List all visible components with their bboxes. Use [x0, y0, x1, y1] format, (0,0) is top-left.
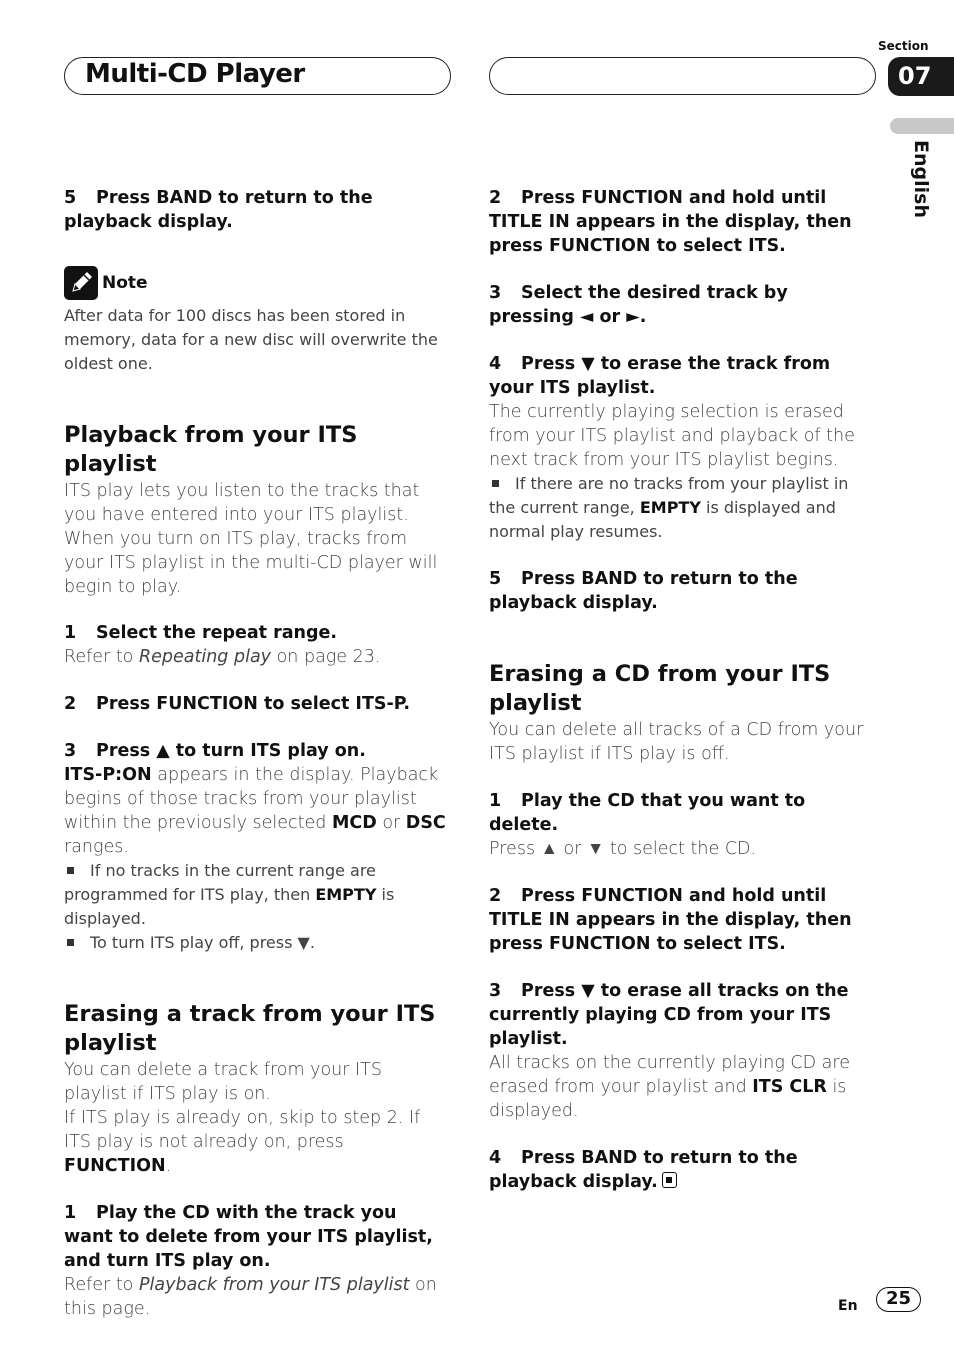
erase-cd-intro: You can delete all tracks of a CD from your ITS playlist if ITS play is off. — [489, 720, 864, 764]
header-title-frame — [64, 57, 451, 95]
step-heading: 1 Play the CD with the track you want to delete from your ITS playlist, and turn ITS play on. — [64, 1203, 433, 1271]
note-text: After data for 100 discs has been stored in memory, data for a new disc will overwrite the oldest one. — [64, 306, 438, 373]
step-body: Press ▲ or ▼ to select the CD. — [489, 839, 757, 859]
end-mark-icon — [662, 1172, 677, 1188]
cross-reference: Playback from your ITS playlist — [138, 1275, 410, 1295]
step-heading: 5 Press BAND to return to the playback display. — [64, 188, 373, 232]
bullet-square-icon — [67, 867, 74, 874]
section-label: Section — [878, 39, 929, 53]
bullet-item: To turn ITS play off, press ▼. — [64, 931, 448, 955]
step-heading: 1 Play the CD that you want to delete. — [489, 791, 806, 835]
step-body: ITS-P:ON appears in the display. Playback begins of those tracks from your playlist within the previously selected MCD or DSC ranges. — [64, 765, 446, 857]
language-tab — [890, 118, 954, 134]
bullet-item: If no tracks in the current range are programmed for ITS play, then EMPTY is displayed. — [64, 861, 395, 928]
erase-track-intro-2: If ITS play is already on, skip to step 2. If ITS play is not already on, press FUNCTION. — [64, 1108, 421, 1176]
step-body: Refer to Playback from your ITS playlist on this page. — [64, 1275, 437, 1319]
section-heading-erase-cd: Erasing a CD from your ITS playlist — [489, 661, 831, 716]
step-heading: 4 Press ▼ to erase the track from your ITS playlist. — [489, 354, 831, 398]
page-title: Multi-CD Player — [85, 59, 305, 89]
step-heading: 5 Press BAND to return to the playback display. — [489, 569, 798, 613]
step-body: Refer to Repeating play on page 23. — [64, 647, 381, 667]
note-label: Note — [102, 273, 148, 293]
step-body: The currently playing selection is erased from your ITS playlist and playback of the next track from your ITS playlist begins. — [489, 402, 855, 470]
step-heading: 3 Press ▲ to turn ITS play on. — [64, 741, 366, 761]
page-number: 25 — [876, 1287, 921, 1312]
step-heading: 1 Select the repeat range. — [64, 623, 338, 643]
language-label: English — [910, 140, 932, 218]
bullet-item: If there are no tracks from your playlist in the current range, EMPTY is displayed and normal play resumes. — [489, 474, 849, 541]
header-blank-frame — [489, 57, 876, 95]
step-heading: 2 Press FUNCTION to select ITS-P. — [64, 694, 411, 714]
playback-intro: ITS play lets you listen to the tracks that you have entered into your ITS playlist. When you turn on ITS play, tracks from your ITS playlist in the multi-CD player will begin to play. — [64, 481, 438, 597]
pencil-icon — [64, 266, 98, 300]
bullet-square-icon — [492, 480, 499, 487]
step-body: All tracks on the currently playing CD are erased from your playlist and ITS CLR is displayed. — [489, 1053, 850, 1121]
footer-language: En — [838, 1298, 858, 1314]
section-heading-erase-track: Erasing a track from your ITS playlist — [64, 1001, 436, 1056]
section-heading-playback: Playback from your ITS playlist — [64, 422, 358, 477]
step-heading: 2 Press FUNCTION and hold until TITLE IN appears in the display, then press FUNCTION to select ITS. — [489, 886, 852, 954]
step-heading: 3 Select the desired track by pressing ◄ or ►. — [489, 283, 788, 327]
step-heading: 4 Press BAND to return to the playback display. — [489, 1148, 798, 1192]
left-column — [64, 186, 448, 1321]
bullet-square-icon — [67, 939, 74, 946]
step-heading: 3 Press ▼ to erase all tracks on the currently playing CD from your ITS playlist. — [489, 981, 849, 1049]
note-header — [64, 266, 448, 300]
cross-reference: Repeating play — [138, 647, 272, 667]
section-number-badge: 07 — [888, 57, 954, 96]
erase-track-intro: You can delete a track from your ITS playlist if ITS play is on. — [64, 1060, 382, 1104]
step-heading: 2 Press FUNCTION and hold until TITLE IN appears in the display, then press FUNCTION to select ITS. — [489, 188, 852, 256]
right-column — [489, 186, 873, 1194]
